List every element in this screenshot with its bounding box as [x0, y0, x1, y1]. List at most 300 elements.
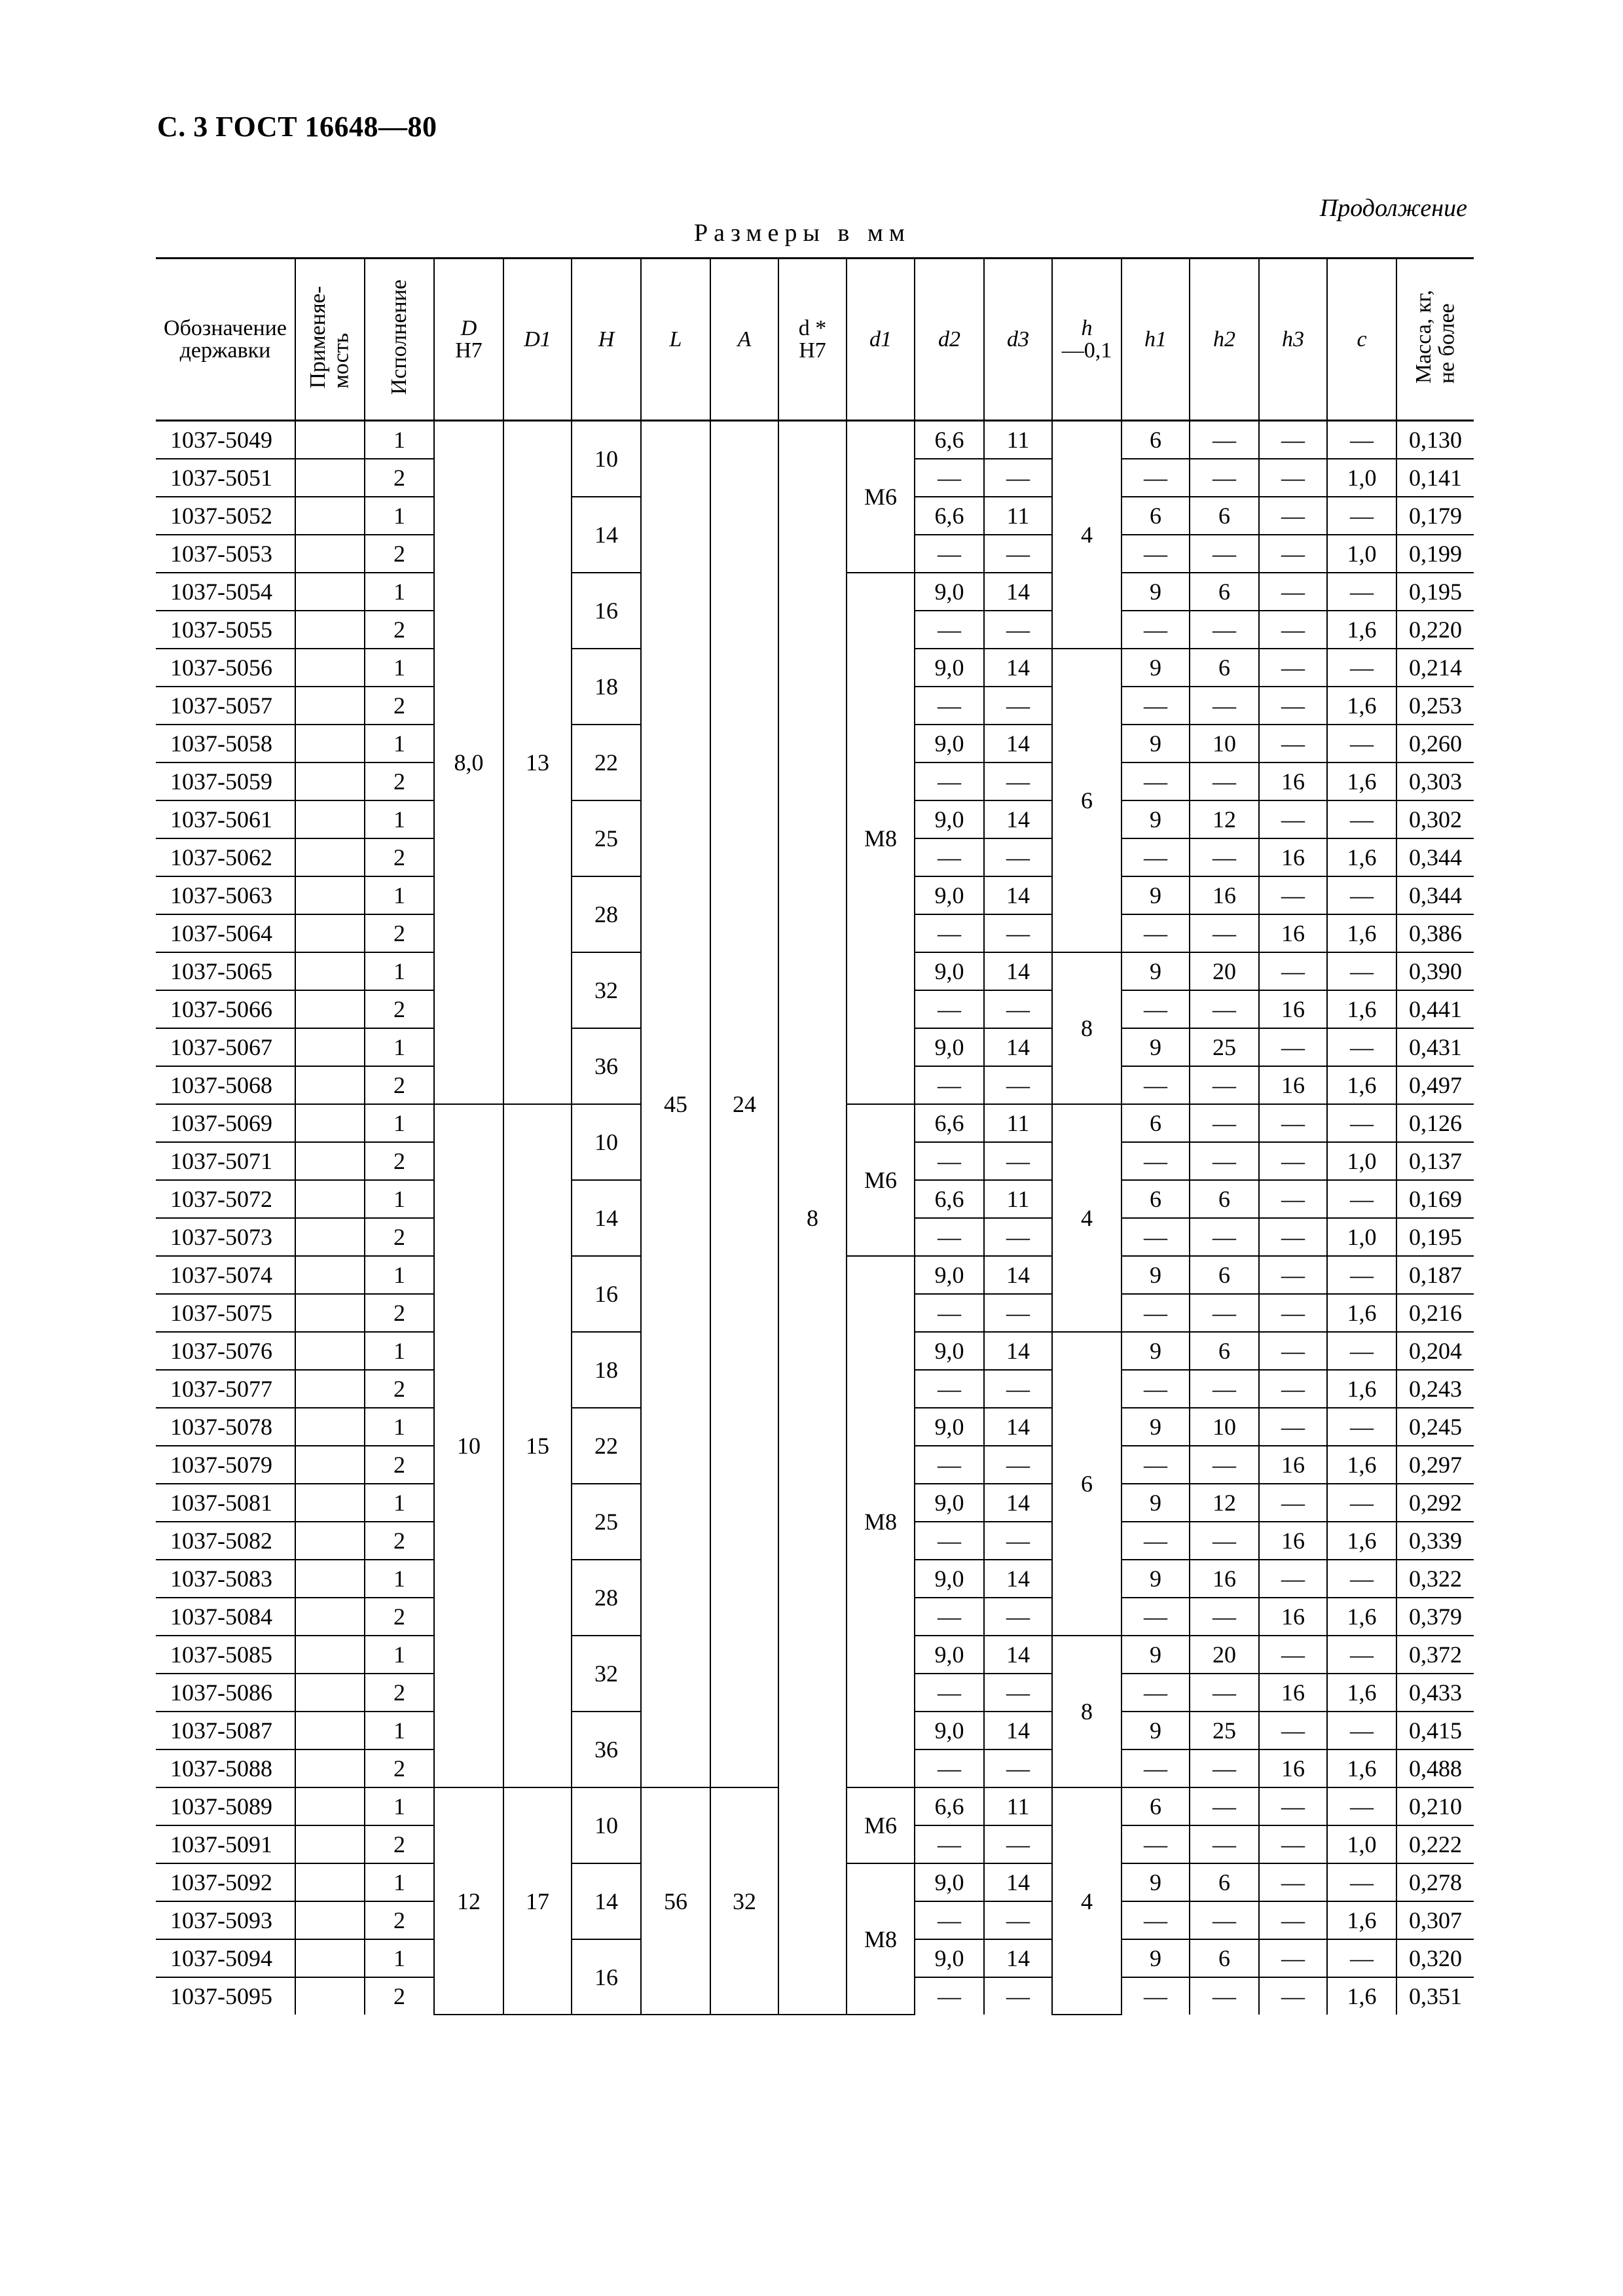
- header-H: H: [572, 259, 641, 421]
- h1-cell: 9: [1122, 1256, 1190, 1294]
- c-cell: 1,6: [1327, 1522, 1396, 1560]
- H-cell: 10: [572, 1104, 641, 1180]
- h3-cell: 16: [1259, 1066, 1327, 1104]
- d3-cell: 14: [984, 649, 1052, 687]
- d3-cell: 14: [984, 1484, 1052, 1522]
- c-cell: —: [1327, 800, 1396, 838]
- h1-cell: 9: [1122, 1028, 1190, 1066]
- h2-cell: 6: [1190, 1939, 1259, 1977]
- designation-cell: 1037-5064: [156, 914, 295, 952]
- h3-cell: —: [1259, 1370, 1327, 1408]
- header-version: Исполнение: [365, 259, 434, 421]
- h3-cell: —: [1259, 1218, 1327, 1256]
- designation-cell: 1037-5079: [156, 1446, 295, 1484]
- h2-cell: —: [1190, 1787, 1259, 1825]
- h1-cell: —: [1122, 535, 1190, 573]
- d2-cell: 9,0: [915, 1028, 984, 1066]
- mass-cell: 0,126: [1396, 1104, 1474, 1142]
- d3-cell: —: [984, 1901, 1052, 1939]
- spec-table: [156, 257, 1474, 2015]
- mass-cell: 0,433: [1396, 1674, 1474, 1712]
- units-caption: Размеры в мм: [694, 219, 911, 247]
- header-mass: Масса, кг, не более: [1396, 259, 1474, 421]
- D1-cell: 13: [503, 421, 572, 1105]
- h3-cell: —: [1259, 497, 1327, 535]
- h2-cell: —: [1190, 1522, 1259, 1560]
- header-A: A: [710, 259, 778, 421]
- h3-cell: —: [1259, 1256, 1327, 1294]
- designation-cell: 1037-5062: [156, 838, 295, 876]
- d3-cell: 14: [984, 876, 1052, 914]
- applicability-cell: [295, 1560, 365, 1598]
- h3-cell: —: [1259, 1901, 1327, 1939]
- d2-cell: —: [915, 1598, 984, 1636]
- page-header: С. 3 ГОСТ 16648—80: [157, 111, 437, 143]
- version-cell: 2: [365, 687, 434, 725]
- designation-cell: 1037-5057: [156, 687, 295, 725]
- c-cell: 1,6: [1327, 1674, 1396, 1712]
- h1-cell: —: [1122, 838, 1190, 876]
- h1-cell: —: [1122, 1977, 1190, 2015]
- d-cell: 8: [778, 421, 847, 2015]
- designation-cell: 1037-5069: [156, 1104, 295, 1142]
- h3-cell: 16: [1259, 1446, 1327, 1484]
- d2-cell: —: [915, 1446, 984, 1484]
- applicability-cell: [295, 1218, 365, 1256]
- applicability-cell: [295, 1332, 365, 1370]
- applicability-cell: [295, 1901, 365, 1939]
- applicability-cell: [295, 1028, 365, 1066]
- mass-cell: 0,379: [1396, 1598, 1474, 1636]
- h3-cell: 16: [1259, 1598, 1327, 1636]
- d3-cell: —: [984, 1977, 1052, 2015]
- d3-cell: 14: [984, 1332, 1052, 1370]
- h2-cell: —: [1190, 535, 1259, 573]
- d3-cell: —: [984, 687, 1052, 725]
- H-cell: 22: [572, 1408, 641, 1484]
- c-cell: —: [1327, 1712, 1396, 1749]
- version-cell: 2: [365, 1294, 434, 1332]
- version-cell: 1: [365, 876, 434, 914]
- mass-cell: 0,260: [1396, 725, 1474, 762]
- c-cell: —: [1327, 1939, 1396, 1977]
- d3-cell: —: [984, 1522, 1052, 1560]
- d1-cell: М6: [847, 421, 915, 573]
- c-cell: 1,6: [1327, 687, 1396, 725]
- A-cell: 32: [710, 1787, 778, 2015]
- version-cell: 2: [365, 1142, 434, 1180]
- designation-cell: 1037-5049: [156, 421, 295, 459]
- d2-cell: 9,0: [915, 876, 984, 914]
- d2-cell: 9,0: [915, 725, 984, 762]
- applicability-cell: [295, 1180, 365, 1218]
- d2-cell: 9,0: [915, 800, 984, 838]
- d2-cell: 9,0: [915, 649, 984, 687]
- mass-cell: 0,303: [1396, 762, 1474, 800]
- designation-cell: 1037-5053: [156, 535, 295, 573]
- designation-cell: 1037-5068: [156, 1066, 295, 1104]
- h2-cell: 12: [1190, 800, 1259, 838]
- d3-cell: —: [984, 1066, 1052, 1104]
- c-cell: 1,6: [1327, 1446, 1396, 1484]
- d3-cell: —: [984, 459, 1052, 497]
- applicability-cell: [295, 535, 365, 573]
- h-cell: 6: [1052, 649, 1122, 952]
- continuation-label: Продолжение: [1319, 194, 1467, 222]
- mass-cell: 0,179: [1396, 497, 1474, 535]
- d3-cell: 14: [984, 1863, 1052, 1901]
- H-cell: 10: [572, 1787, 641, 1863]
- mass-cell: 0,415: [1396, 1712, 1474, 1749]
- H-cell: 32: [572, 1636, 641, 1712]
- H-cell: 18: [572, 649, 641, 725]
- c-cell: 1,0: [1327, 1218, 1396, 1256]
- designation-cell: 1037-5076: [156, 1332, 295, 1370]
- version-cell: 2: [365, 990, 434, 1028]
- version-cell: 2: [365, 1749, 434, 1787]
- designation-cell: 1037-5091: [156, 1825, 295, 1863]
- H-cell: 28: [572, 1560, 641, 1636]
- h2-cell: —: [1190, 1977, 1259, 2015]
- mass-cell: 0,199: [1396, 535, 1474, 573]
- h1-cell: 9: [1122, 1939, 1190, 1977]
- d2-cell: 9,0: [915, 1712, 984, 1749]
- h1-cell: —: [1122, 990, 1190, 1028]
- h3-cell: —: [1259, 1712, 1327, 1749]
- h2-cell: 6: [1190, 1256, 1259, 1294]
- mass-cell: 0,441: [1396, 990, 1474, 1028]
- c-cell: 1,0: [1327, 1825, 1396, 1863]
- h2-cell: 6: [1190, 1863, 1259, 1901]
- c-cell: 1,6: [1327, 611, 1396, 649]
- h3-cell: —: [1259, 421, 1327, 459]
- h2-cell: —: [1190, 1901, 1259, 1939]
- c-cell: —: [1327, 1408, 1396, 1446]
- d2-cell: —: [915, 459, 984, 497]
- d2-cell: 9,0: [915, 1484, 984, 1522]
- d2-cell: —: [915, 687, 984, 725]
- version-cell: 1: [365, 573, 434, 611]
- h2-cell: —: [1190, 1104, 1259, 1142]
- mass-cell: 0,431: [1396, 1028, 1474, 1066]
- applicability-cell: [295, 1256, 365, 1294]
- header-designation: Обозначение державки: [156, 259, 295, 421]
- d2-cell: 6,6: [915, 1787, 984, 1825]
- d3-cell: —: [984, 914, 1052, 952]
- D-cell: 10: [434, 1104, 503, 1787]
- d3-cell: —: [984, 1218, 1052, 1256]
- table-row: [156, 421, 1474, 459]
- h1-cell: 9: [1122, 1332, 1190, 1370]
- d3-cell: 14: [984, 800, 1052, 838]
- applicability-cell: [295, 1674, 365, 1712]
- version-cell: 1: [365, 497, 434, 535]
- c-cell: —: [1327, 1636, 1396, 1674]
- d3-cell: 11: [984, 1787, 1052, 1825]
- h3-cell: —: [1259, 1294, 1327, 1332]
- c-cell: —: [1327, 1104, 1396, 1142]
- mass-cell: 0,222: [1396, 1825, 1474, 1863]
- c-cell: —: [1327, 1863, 1396, 1901]
- L-cell: 45: [641, 421, 710, 1788]
- h1-cell: 9: [1122, 876, 1190, 914]
- h3-cell: —: [1259, 573, 1327, 611]
- h1-cell: 9: [1122, 1560, 1190, 1598]
- designation-cell: 1037-5051: [156, 459, 295, 497]
- h1-cell: —: [1122, 1522, 1190, 1560]
- h3-cell: 16: [1259, 914, 1327, 952]
- mass-cell: 0,214: [1396, 649, 1474, 687]
- designation-cell: 1037-5061: [156, 800, 295, 838]
- c-cell: —: [1327, 1256, 1396, 1294]
- h3-cell: —: [1259, 1939, 1327, 1977]
- d3-cell: 11: [984, 1104, 1052, 1142]
- c-cell: —: [1327, 497, 1396, 535]
- d2-cell: —: [915, 535, 984, 573]
- header-h3: h3: [1259, 259, 1327, 421]
- h3-cell: 16: [1259, 990, 1327, 1028]
- H-cell: 22: [572, 725, 641, 800]
- applicability-cell: [295, 573, 365, 611]
- designation-cell: 1037-5067: [156, 1028, 295, 1066]
- d3-cell: 14: [984, 1560, 1052, 1598]
- d3-cell: —: [984, 838, 1052, 876]
- version-cell: 1: [365, 1256, 434, 1294]
- h2-cell: —: [1190, 421, 1259, 459]
- designation-cell: 1037-5078: [156, 1408, 295, 1446]
- h1-cell: —: [1122, 1749, 1190, 1787]
- d2-cell: 9,0: [915, 1560, 984, 1598]
- D-cell: 12: [434, 1787, 503, 2015]
- version-cell: 1: [365, 1408, 434, 1446]
- version-cell: 1: [365, 1863, 434, 1901]
- A-cell: 24: [710, 421, 778, 1788]
- d3-cell: —: [984, 990, 1052, 1028]
- designation-cell: 1037-5093: [156, 1901, 295, 1939]
- d2-cell: —: [915, 838, 984, 876]
- version-cell: 1: [365, 649, 434, 687]
- designation-cell: 1037-5086: [156, 1674, 295, 1712]
- h3-cell: —: [1259, 952, 1327, 990]
- h1-cell: 6: [1122, 1104, 1190, 1142]
- d2-cell: —: [915, 1674, 984, 1712]
- mass-cell: 0,169: [1396, 1180, 1474, 1218]
- d3-cell: —: [984, 1142, 1052, 1180]
- mass-cell: 0,216: [1396, 1294, 1474, 1332]
- applicability-cell: [295, 1294, 365, 1332]
- H-cell: 36: [572, 1028, 641, 1104]
- h1-cell: 6: [1122, 421, 1190, 459]
- mass-cell: 0,372: [1396, 1636, 1474, 1674]
- mass-cell: 0,307: [1396, 1901, 1474, 1939]
- h3-cell: —: [1259, 1977, 1327, 2015]
- applicability-cell: [295, 1939, 365, 1977]
- d2-cell: —: [915, 1294, 984, 1332]
- h3-cell: 16: [1259, 762, 1327, 800]
- c-cell: 1,6: [1327, 1749, 1396, 1787]
- version-cell: 1: [365, 1939, 434, 1977]
- h2-cell: 16: [1190, 876, 1259, 914]
- applicability-cell: [295, 1787, 365, 1825]
- d3-cell: —: [984, 1294, 1052, 1332]
- mass-cell: 0,390: [1396, 952, 1474, 990]
- H-cell: 16: [572, 573, 641, 649]
- h3-cell: —: [1259, 876, 1327, 914]
- designation-cell: 1037-5075: [156, 1294, 295, 1332]
- h2-cell: —: [1190, 838, 1259, 876]
- table-body: [156, 421, 1474, 2015]
- h1-cell: 9: [1122, 800, 1190, 838]
- h3-cell: 16: [1259, 1674, 1327, 1712]
- d2-cell: 9,0: [915, 573, 984, 611]
- c-cell: —: [1327, 1028, 1396, 1066]
- version-cell: 1: [365, 1332, 434, 1370]
- c-cell: —: [1327, 1484, 1396, 1522]
- c-cell: 1,6: [1327, 1066, 1396, 1104]
- h1-cell: —: [1122, 1598, 1190, 1636]
- h3-cell: —: [1259, 1180, 1327, 1218]
- applicability-cell: [295, 914, 365, 952]
- header-d2: d2: [915, 259, 984, 421]
- c-cell: —: [1327, 725, 1396, 762]
- h1-cell: —: [1122, 687, 1190, 725]
- applicability-cell: [295, 1370, 365, 1408]
- c-cell: 1,6: [1327, 1977, 1396, 2015]
- version-cell: 2: [365, 1977, 434, 2015]
- h-cell: 8: [1052, 1636, 1122, 1787]
- c-cell: 1,6: [1327, 1294, 1396, 1332]
- h1-cell: 9: [1122, 573, 1190, 611]
- h3-cell: —: [1259, 1825, 1327, 1863]
- d2-cell: 6,6: [915, 497, 984, 535]
- d1-cell: М8: [847, 573, 915, 1104]
- d3-cell: —: [984, 611, 1052, 649]
- d2-cell: 9,0: [915, 1408, 984, 1446]
- designation-cell: 1037-5056: [156, 649, 295, 687]
- applicability-cell: [295, 497, 365, 535]
- h2-cell: —: [1190, 611, 1259, 649]
- h-cell: 4: [1052, 1104, 1122, 1332]
- applicability-cell: [295, 1977, 365, 2015]
- applicability-cell: [295, 459, 365, 497]
- designation-cell: 1037-5094: [156, 1939, 295, 1977]
- d2-cell: 6,6: [915, 1104, 984, 1142]
- designation-cell: 1037-5055: [156, 611, 295, 649]
- applicability-cell: [295, 1066, 365, 1104]
- H-cell: 28: [572, 876, 641, 952]
- c-cell: 1,6: [1327, 838, 1396, 876]
- h3-cell: —: [1259, 1484, 1327, 1522]
- c-cell: 1,6: [1327, 914, 1396, 952]
- h-cell: 8: [1052, 952, 1122, 1104]
- applicability-cell: [295, 762, 365, 800]
- d2-cell: 9,0: [915, 1863, 984, 1901]
- c-cell: —: [1327, 573, 1396, 611]
- d2-cell: —: [915, 1142, 984, 1180]
- d3-cell: —: [984, 762, 1052, 800]
- h1-cell: 6: [1122, 497, 1190, 535]
- designation-cell: 1037-5071: [156, 1142, 295, 1180]
- mass-cell: 0,187: [1396, 1256, 1474, 1294]
- applicability-cell: [295, 1825, 365, 1863]
- h1-cell: —: [1122, 1066, 1190, 1104]
- version-cell: 2: [365, 1218, 434, 1256]
- h3-cell: —: [1259, 1028, 1327, 1066]
- designation-cell: 1037-5058: [156, 725, 295, 762]
- h2-cell: 10: [1190, 1408, 1259, 1446]
- d3-cell: 14: [984, 725, 1052, 762]
- version-cell: 2: [365, 535, 434, 573]
- d3-cell: —: [984, 1825, 1052, 1863]
- header-D1: D1: [503, 259, 572, 421]
- designation-cell: 1037-5095: [156, 1977, 295, 2015]
- version-cell: 1: [365, 1104, 434, 1142]
- h3-cell: —: [1259, 725, 1327, 762]
- h2-cell: 25: [1190, 1712, 1259, 1749]
- version-cell: 2: [365, 1674, 434, 1712]
- h2-cell: 6: [1190, 1180, 1259, 1218]
- version-cell: 1: [365, 1636, 434, 1674]
- h2-cell: —: [1190, 1749, 1259, 1787]
- applicability-cell: [295, 1863, 365, 1901]
- d2-cell: —: [915, 1370, 984, 1408]
- version-cell: 2: [365, 914, 434, 952]
- h2-cell: —: [1190, 1446, 1259, 1484]
- h2-cell: —: [1190, 1825, 1259, 1863]
- version-cell: 2: [365, 1901, 434, 1939]
- designation-cell: 1037-5092: [156, 1863, 295, 1901]
- mass-cell: 0,339: [1396, 1522, 1474, 1560]
- h1-cell: —: [1122, 611, 1190, 649]
- h3-cell: —: [1259, 611, 1327, 649]
- d2-cell: —: [915, 762, 984, 800]
- h1-cell: 6: [1122, 1787, 1190, 1825]
- version-cell: 2: [365, 1370, 434, 1408]
- mass-cell: 0,278: [1396, 1863, 1474, 1901]
- d3-cell: 11: [984, 1180, 1052, 1218]
- mass-cell: 0,302: [1396, 800, 1474, 838]
- designation-cell: 1037-5052: [156, 497, 295, 535]
- version-cell: 1: [365, 800, 434, 838]
- H-cell: 36: [572, 1712, 641, 1787]
- version-cell: 1: [365, 1028, 434, 1066]
- h1-cell: 9: [1122, 1636, 1190, 1674]
- d2-cell: 9,0: [915, 1256, 984, 1294]
- h1-cell: —: [1122, 1218, 1190, 1256]
- h3-cell: —: [1259, 1560, 1327, 1598]
- c-cell: 1,6: [1327, 990, 1396, 1028]
- applicability-cell: [295, 649, 365, 687]
- header-h2: h2: [1190, 259, 1259, 421]
- h3-cell: —: [1259, 1787, 1327, 1825]
- c-cell: —: [1327, 952, 1396, 990]
- H-cell: 10: [572, 421, 641, 497]
- version-cell: 2: [365, 611, 434, 649]
- d2-cell: —: [915, 1901, 984, 1939]
- mass-cell: 0,322: [1396, 1560, 1474, 1598]
- d2-cell: 9,0: [915, 1332, 984, 1370]
- L-cell: 56: [641, 1787, 710, 2015]
- mass-cell: 0,297: [1396, 1446, 1474, 1484]
- h2-cell: 6: [1190, 573, 1259, 611]
- d2-cell: 6,6: [915, 1180, 984, 1218]
- h3-cell: —: [1259, 1408, 1327, 1446]
- mass-cell: 0,497: [1396, 1066, 1474, 1104]
- d3-cell: 14: [984, 1939, 1052, 1977]
- d2-cell: 9,0: [915, 952, 984, 990]
- d1-cell: М6: [847, 1787, 915, 1863]
- c-cell: 1,0: [1327, 459, 1396, 497]
